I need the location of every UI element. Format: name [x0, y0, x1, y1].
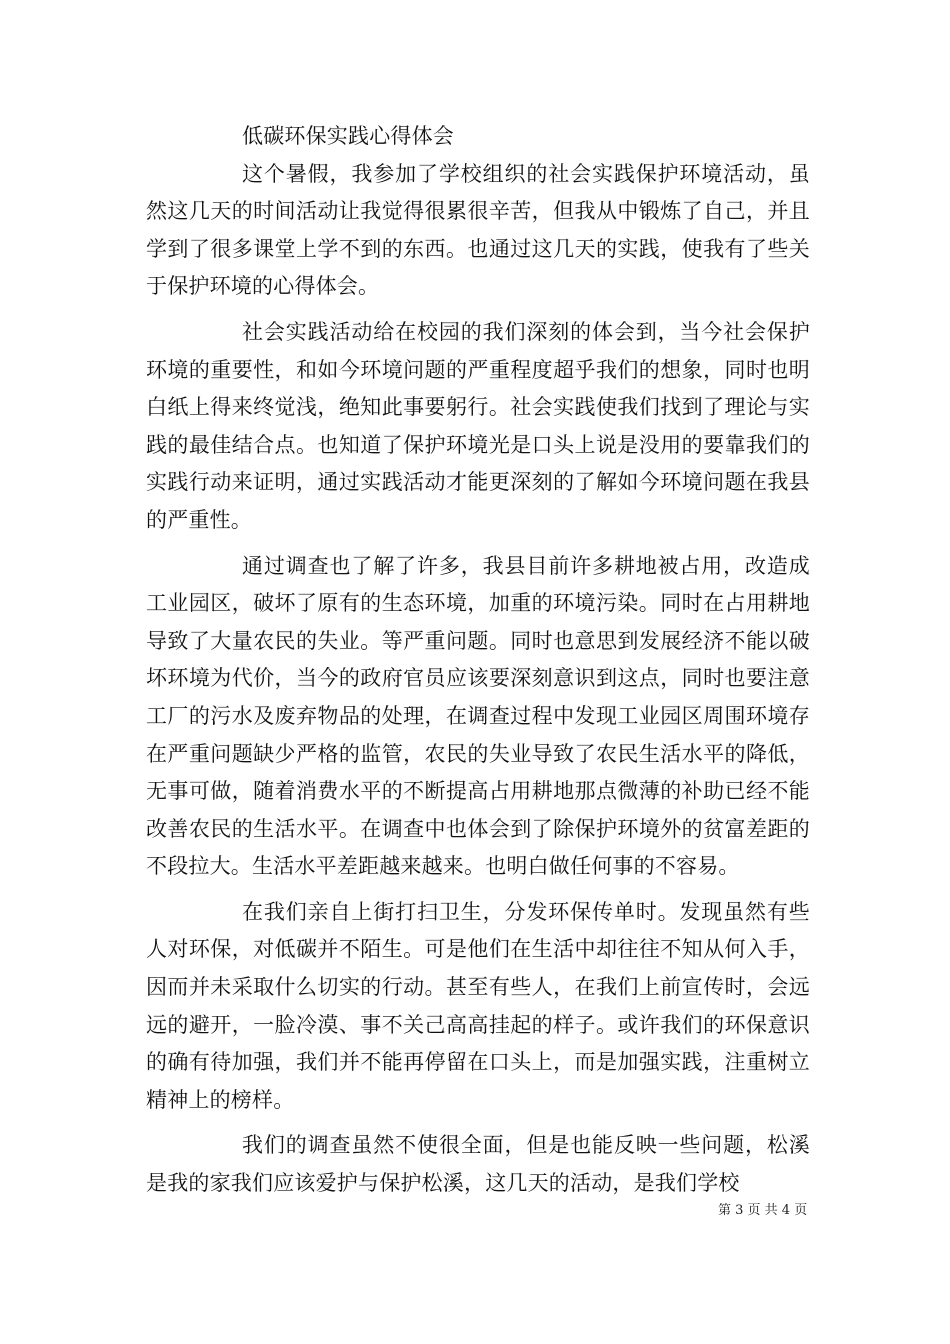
paragraph-5: 我们的调查虽然不使很全面，但是也能反映一些问题，松溪是我的家我们应该爱护与保护松溪，这几天的活动，是我们学校: [146, 1133, 810, 1196]
paragraph-2: 社会实践活动给在校园的我们深刻的体会到，当今社会保护环境的重要性，和如今环境问题的严重程度超乎我们的想象，同时也明白纸上得来终觉浅，绝知此事要躬行。社会实践使我们找到了理论与实践的最佳结合点。也知道了保护环境光是口头上说是没用的要靠我们的实践行动来证明，通过实践活动才能更深刻的了解如今环境问题在我县的严重性。: [146, 319, 810, 532]
document-body: [146, 118, 810, 1203]
paragraph-3: 通过调查也了解了许多，我县目前许多耕地被占用，改造成工业园区，破坏了原有的生态环境，加重的环境污染。同时在占用耕地导致了大量农民的失业。等严重问题。同时也意思到发展经济不能以破坏环境为代价，当今的政府官员应该要深刻意识到这点，同时也要注意工厂的污水及废弃物品的处理，在调查过程中发现工业园区周围环境存在严重问题缺少严格的监管，农民的失业导致了农民生活水平的降低，无事可做，随着消费水平的不断提高占用耕地那点微薄的补助已经不能改善农民的生活水平。在调查中也体会到了除保护环境外的贫富差距的不段拉大。生活水平差距越来越来。也明白做任何事的不容易。: [146, 553, 810, 879]
page-number-footer: 第 3 页 共 4 页: [718, 1203, 808, 1218]
paragraph-1: 这个暑假，我参加了学校组织的社会实践保护环境活动，虽然这几天的时间活动让我觉得很累很辛苦，但我从中锻炼了自己，并且学到了很多课堂上学不到的东西。也通过这几天的实践，使我有了些关于保护环境的心得体会。: [146, 161, 810, 299]
paragraph-4: 在我们亲自上街打扫卫生，分发环保传单时。发现虽然有些人对环保，对低碳并不陌生。可是他们在生活中却往往不知从何入手，因而并未采取什么切实的行动。甚至有些人，在我们上前宣传时，会远远的避开，一脸冷漠、事不关己高高挂起的样子。或许我们的环保意识的确有待加强，我们并不能再停留在口头上，而是加强实践，注重树立精神上的榜样。: [146, 899, 810, 1112]
document-title: 低碳环保实践心得体会: [242, 124, 454, 148]
